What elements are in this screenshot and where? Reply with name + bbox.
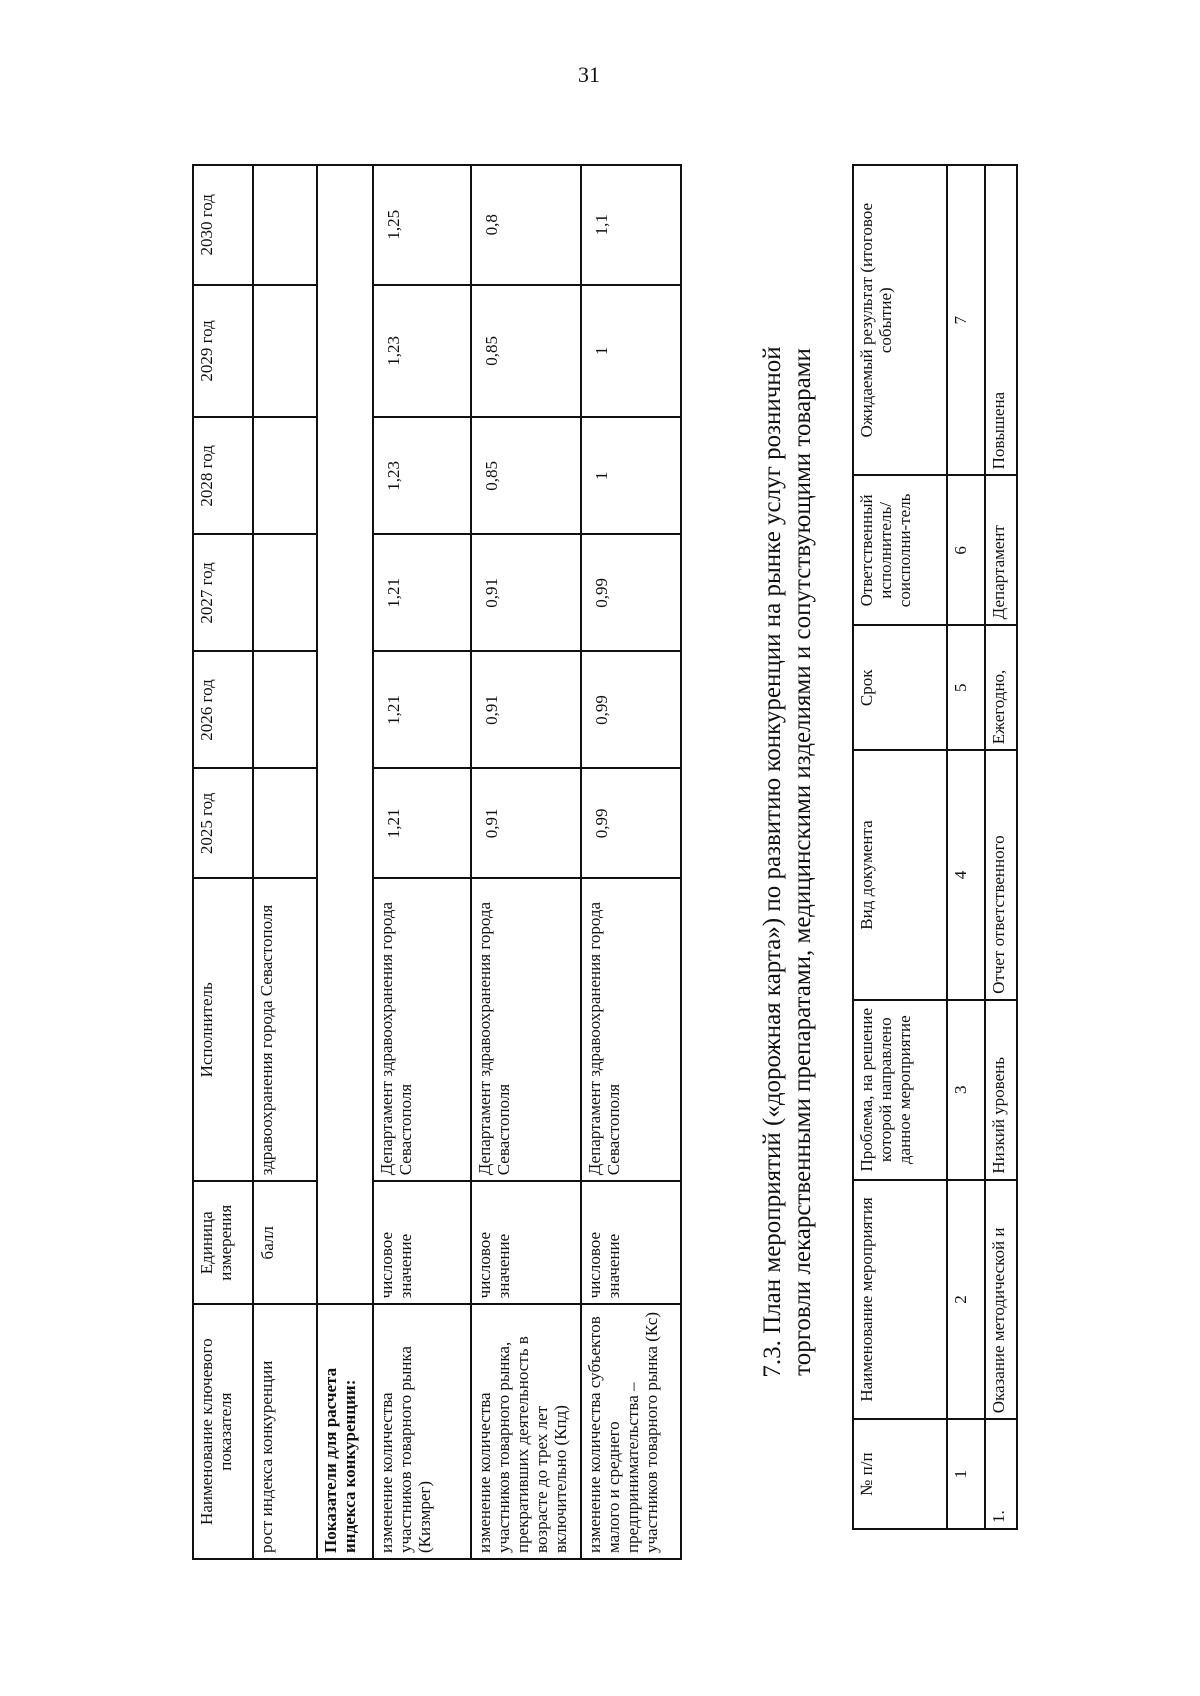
column-number-row	[947, 165, 985, 1529]
page-number: 31	[578, 62, 600, 87]
col-header-result: Ожидаемый результат (итоговое событие)	[853, 165, 947, 475]
table-header-row	[853, 165, 947, 1529]
section-heading	[758, 164, 818, 1560]
cell-value: 0,99	[581, 768, 681, 878]
cell-value: 1,21	[373, 768, 471, 878]
col-header-number: № п/п	[853, 1419, 947, 1529]
cell-document: Отчет ответственного	[985, 750, 1017, 1000]
table-row	[471, 165, 581, 1559]
cell-value: 0,8	[471, 165, 581, 285]
cell-value: 0,85	[471, 285, 581, 418]
cell-value: 0,99	[581, 651, 681, 768]
cell-name: рост индекса конкуренции	[253, 1304, 317, 1559]
cell-unit: балл	[253, 1181, 317, 1304]
col-header-unit: Единица измерения	[193, 1181, 253, 1304]
cell-value	[253, 165, 317, 285]
section-heading-line2: торговли лекарственными препаратами, медицинскими изделиями и сопутствующими товарами	[789, 348, 816, 1376]
cell-value: 0,91	[471, 768, 581, 878]
col-header-2029: 2029 год	[193, 285, 253, 418]
col-header-executor: Исполнитель	[193, 878, 253, 1181]
col-header-2028: 2028 год	[193, 417, 253, 534]
col-header-2027: 2027 год	[193, 534, 253, 651]
cell-value	[253, 417, 317, 534]
cell-name: изменение количества участников товарного рынка, прекративших деятельность в возрасте до трех лет включительно (Кпд)	[471, 1304, 581, 1559]
cell-value: 0,99	[581, 534, 681, 651]
cell-name: изменение количества участников товарного рынка (Кизмрег)	[373, 1304, 471, 1559]
table-row	[317, 165, 373, 1559]
table-header-row	[193, 165, 253, 1559]
col-header-2025: 2025 год	[193, 768, 253, 878]
col-header-2026: 2026 год	[193, 651, 253, 768]
cell-value: 1,21	[373, 534, 471, 651]
cell-value: 1,21	[373, 651, 471, 768]
cell-name: изменение количества субъектов малого и среднего предпринимательства – участников товарного рынка (Кс)	[581, 1304, 681, 1559]
cell-name: Показатели для расчета индекса конкуренции:	[317, 1304, 373, 1559]
col-number: 1	[947, 1419, 985, 1529]
table-row	[373, 165, 471, 1559]
col-header-2030: 2030 год	[193, 165, 253, 285]
cell-unit: числовое значение	[581, 1181, 681, 1304]
col-header-problem: Проблема, на решение которой направлено данное мероприятие	[853, 1000, 947, 1180]
cell-value: 0,91	[471, 534, 581, 651]
table-row	[581, 165, 681, 1559]
col-header-responsible: Ответственный исполнитель/ соисполни-тель	[853, 475, 947, 625]
cell-unit: числовое значение	[471, 1181, 581, 1304]
cell-number: 1.	[985, 1419, 1017, 1529]
cell-value: 1,1	[581, 165, 681, 285]
cell-value: 0,91	[471, 651, 581, 768]
cell-empty	[317, 165, 373, 1304]
cell-value: 1,23	[373, 417, 471, 534]
cell-value	[253, 651, 317, 768]
cell-responsible: Департамент	[985, 475, 1017, 625]
cell-value	[253, 768, 317, 878]
cell-executor: здравоохранения города Севастополя	[253, 878, 317, 1181]
col-number: 5	[947, 625, 985, 750]
indicators-table	[192, 164, 682, 1560]
col-header-document: Вид документа	[853, 750, 947, 1000]
cell-value: 1,23	[373, 285, 471, 418]
cell-value	[253, 534, 317, 651]
col-number: 3	[947, 1000, 985, 1180]
col-header-name: Наименование ключевого показателя	[193, 1304, 253, 1559]
cell-term: Ежегодно,	[985, 625, 1017, 750]
col-number: 2	[947, 1180, 985, 1420]
cell-executor: Департамент здравоохранения города Севастополя	[581, 878, 681, 1181]
cell-value	[253, 285, 317, 418]
cell-value: 1	[581, 285, 681, 418]
plan-table	[852, 164, 1018, 1530]
col-number: 7	[947, 165, 985, 475]
col-number: 6	[947, 475, 985, 625]
cell-value: 1,25	[373, 165, 471, 285]
cell-executor: Департамент здравоохранения города Севастополя	[373, 878, 471, 1181]
col-header-term: Срок	[853, 625, 947, 750]
cell-value: 0,85	[471, 417, 581, 534]
cell-result: Повышена	[985, 165, 1017, 475]
col-number: 4	[947, 750, 985, 1000]
cell-executor: Департамент здравоохранения города Севастополя	[471, 878, 581, 1181]
cell-measure: Оказание методической и	[985, 1180, 1017, 1420]
table-row	[253, 165, 317, 1559]
rotated-content	[192, 164, 1010, 1560]
cell-unit: числовое значение	[373, 1181, 471, 1304]
cell-value: 1	[581, 417, 681, 534]
cell-problem: Низкий уровень	[985, 1000, 1017, 1180]
table-row	[985, 165, 1017, 1529]
section-heading-line1: 7.3. План мероприятий («дорожная карта») по развитию конкуренции на рынке услуг розничной	[759, 346, 786, 1378]
col-header-measure: Наименование мероприятия	[853, 1180, 947, 1420]
